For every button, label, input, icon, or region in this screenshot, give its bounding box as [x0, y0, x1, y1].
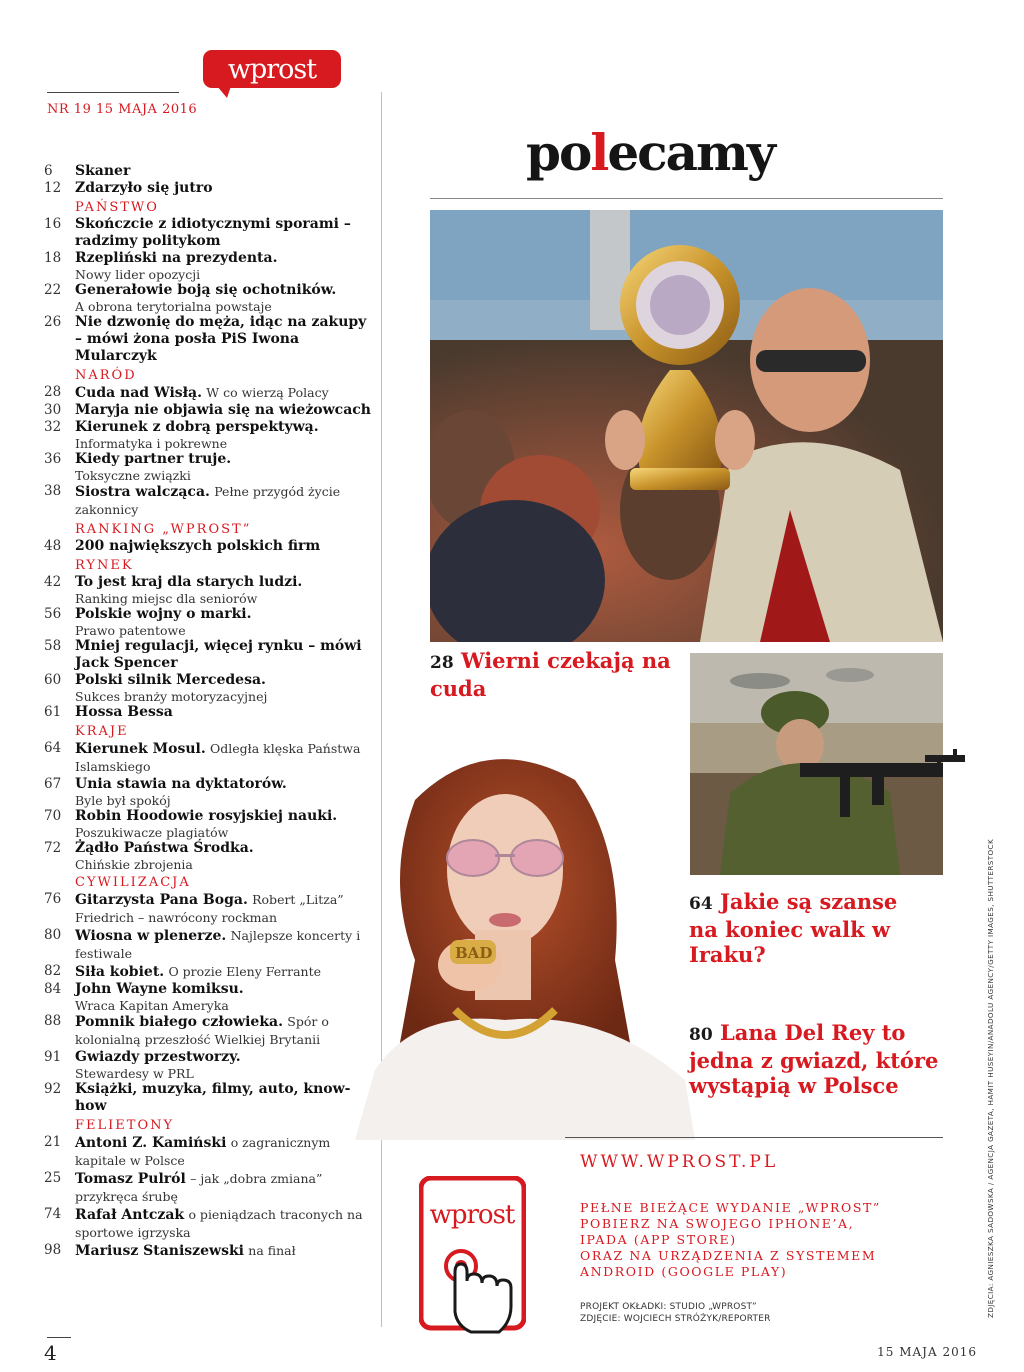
toc-entry-text — [75, 1170, 374, 1206]
toc-page-number: 92 — [44, 1081, 62, 1097]
svg-text:BAD: BAD — [455, 944, 493, 962]
toc-section-heading: FELIETONY — [75, 1118, 175, 1133]
toc-entry[interactable] — [44, 1134, 374, 1170]
logo-text: wprost — [227, 53, 317, 85]
toc-entry[interactable] — [44, 704, 374, 721]
svg-text:wprost: wprost — [429, 1200, 515, 1230]
toc-page-number: 72 — [44, 840, 62, 856]
toc-title: Kierunek Mosul. — [75, 741, 206, 757]
toc-title: Mniej regulacji, więcej rynku – mówi Jack Spencer — [75, 638, 362, 671]
toc-description: O prozie Eleny Ferrante — [168, 964, 321, 979]
toc-page-number: 76 — [44, 891, 62, 907]
toc-description: Odległa klęska Państwa Islamskiego — [75, 741, 361, 774]
toc-title: Nie dzwonię do męża, idąc na zakupy – mówi żona posła PiS Iwona Mularczyk — [75, 314, 367, 364]
cover-credits: PROJEKT OKŁADKI: STUDIO „WPROST” ZDJĘCIE: WOJCIECH STRÓŻYK/REPORTER — [580, 1302, 771, 1324]
toc-description: – jak „dobra zmiana” przykręca śrubę — [75, 1171, 323, 1204]
toc-page-number: 64 — [44, 740, 62, 756]
toc-description: Najlepsze koncerty i festiwale — [75, 928, 361, 961]
caption-64[interactable]: 64 Jakie są szanse na koniec walk w Iraku? — [689, 889, 898, 967]
soldier-illustration — [690, 653, 943, 875]
toc-section-heading: PAŃSTWO — [75, 200, 159, 215]
toc-section-heading: NARÓD — [75, 368, 137, 383]
toc-entry-text — [75, 840, 374, 872]
toc-description: Pełne przygód życie zakonnicy — [75, 484, 341, 517]
toc-description: Ranking miejsc dla seniorów — [75, 591, 258, 606]
toc-page-number: 6 — [44, 163, 53, 179]
toc-page-number: 48 — [44, 538, 62, 554]
toc-entry[interactable] — [44, 776, 374, 808]
toc-entry-text — [75, 402, 374, 419]
table-of-contents — [44, 163, 374, 1260]
toc-title: Unia stawia na dyktatorów. — [75, 776, 287, 792]
procession-illustration — [430, 210, 943, 642]
toc-title: Siostra walcząca. — [75, 484, 210, 500]
toc-entry[interactable] — [44, 891, 374, 927]
toc-entry-text — [75, 163, 374, 180]
toc-entry-text — [75, 451, 374, 483]
photo-credits: ZDJĘCIA: AGNIESZKA SADOWSKA / AGENCJA GAZETA, HAMIT HUSEYIN/ANADOLU AGENCY/GETTY IMAGES, SHUTTERSTOCK — [986, 838, 995, 1318]
toc-entry-text — [75, 704, 374, 721]
toc-page-number: 80 — [44, 927, 62, 943]
toc-entry[interactable] — [44, 740, 374, 776]
toc-title: Siła kobiet. — [75, 964, 165, 980]
toc-title: John Wayne komiksu. — [75, 981, 244, 997]
photo-procession[interactable] — [430, 210, 943, 642]
toc-entry[interactable] — [44, 314, 374, 365]
toc-description: A obrona terytorialna powstaje — [75, 299, 272, 314]
toc-entry[interactable] — [44, 574, 374, 606]
toc-entry-text — [75, 1049, 374, 1081]
toc-title: Gwiazdy przestworzy. — [75, 1049, 241, 1065]
toc-entry-text — [75, 672, 374, 704]
photo-soldier[interactable] — [690, 653, 943, 875]
toc-description: Prawo patentowe — [75, 623, 186, 638]
toc-entry[interactable] — [44, 1081, 374, 1115]
photo-lana-del-rey[interactable] — [355, 740, 695, 1140]
lana-illustration — [355, 740, 695, 1140]
toc-page-number: 91 — [44, 1049, 62, 1065]
toc-entry[interactable] — [44, 1242, 374, 1260]
toc-page-number: 88 — [44, 1013, 62, 1029]
toc-page-number: 84 — [44, 981, 62, 997]
toc-entry-text — [75, 927, 374, 963]
toc-title: Rzepliński na prezydenta. — [75, 250, 278, 266]
toc-entry[interactable] — [44, 927, 374, 963]
toc-description: Sukces branży motoryzacyjnej — [75, 689, 268, 704]
divider — [47, 92, 179, 93]
toc-entry-text — [75, 891, 374, 927]
toc-title: Skończcie z idiotycznymi sporami – radzimy politykom — [75, 216, 351, 249]
toc-entry-text — [75, 1206, 374, 1242]
toc-page-number: 42 — [44, 574, 62, 590]
toc-page-number: 32 — [44, 419, 62, 435]
issue-number: NR 19 15 MAJA 2016 — [47, 102, 198, 117]
toc-description: Nowy lider opozycji — [75, 267, 201, 282]
toc-title: Mariusz Staniszewski — [75, 1243, 244, 1259]
toc-page-number: 98 — [44, 1242, 62, 1258]
divider — [430, 198, 943, 199]
toc-title: Zdarzyło się jutro — [75, 180, 213, 196]
toc-section-heading: RYNEK — [75, 558, 134, 573]
toc-entry-text — [75, 1242, 374, 1260]
toc-page-number: 67 — [44, 776, 62, 792]
toc-title: Tomasz Pulról — [75, 1171, 186, 1187]
toc-title: Antoni Z. Kamiński — [75, 1135, 227, 1151]
wprost-logo[interactable] — [203, 50, 341, 88]
toc-entry[interactable] — [44, 163, 374, 180]
toc-description: Chińskie zbrojenia — [75, 857, 193, 872]
page-number: 4 — [44, 1341, 57, 1365]
toc-entry-text — [75, 740, 374, 776]
toc-entry[interactable] — [44, 638, 374, 672]
toc-page-number: 74 — [44, 1206, 62, 1222]
toc-entry[interactable] — [44, 538, 374, 555]
page-date: 15 MAJA 2016 — [877, 1345, 977, 1359]
toc-section-heading: CYWILIZACJA — [75, 875, 191, 890]
toc-description: Stewardesy w PRL — [75, 1066, 194, 1081]
toc-description: Toksyczne związki — [75, 468, 191, 483]
toc-description: Wraca Kapitan Ameryka — [75, 998, 229, 1013]
toc-section-heading: KRAJE — [75, 724, 129, 739]
toc-page-number: 82 — [44, 963, 62, 979]
toc-description: Informatyka i pokrewne — [75, 436, 228, 451]
toc-description: Byle był spokój — [75, 793, 171, 808]
toc-title: Kiedy partner truje. — [75, 451, 232, 467]
toc-entry-text — [75, 538, 374, 555]
divider — [47, 1337, 71, 1338]
toc-title: Kierunek z dobrą perspektywą. — [75, 419, 319, 435]
toc-title: Pomnik białego człowieka. — [75, 1014, 283, 1030]
toc-section-heading: RANKING „WPROST” — [75, 522, 252, 537]
toc-page-number: 38 — [44, 483, 62, 499]
toc-title: Żądło Państwa Środka. — [75, 840, 254, 856]
divider — [565, 1137, 943, 1138]
website-link[interactable]: WWW.WPROST.PL — [580, 1152, 779, 1172]
toc-description: W co wierzą Polacy — [206, 385, 329, 400]
toc-page-number: 36 — [44, 451, 62, 467]
toc-description: Robert „Litza” Friedrich – nawrócony rockman — [75, 892, 344, 925]
toc-entry-text — [75, 180, 374, 197]
toc-entry[interactable] — [44, 402, 374, 419]
toc-title: Książki, muzyka, filmy, auto, know-how — [75, 1081, 351, 1114]
toc-entry-text — [75, 282, 374, 314]
toc-description: na finał — [248, 1243, 296, 1258]
caption-28[interactable]: 28 Wierni czekają na cuda — [430, 648, 671, 701]
toc-entry-text — [75, 808, 374, 840]
toc-description: Spór o kolonialną przeszłość Wielkiej Brytanii — [75, 1014, 329, 1047]
toc-entry-text — [75, 419, 374, 451]
toc-entry[interactable] — [44, 1206, 374, 1242]
toc-entry[interactable] — [44, 606, 374, 638]
toc-entry[interactable] — [44, 384, 374, 402]
toc-entry-text — [75, 250, 374, 282]
toc-title: Polskie wojny o marki. — [75, 606, 252, 622]
toc-entry[interactable] — [44, 981, 374, 1013]
toc-entry[interactable] — [44, 180, 374, 197]
toc-entry[interactable] — [44, 216, 374, 250]
toc-title: To jest kraj dla starych ludzi. — [75, 574, 303, 590]
section-title-polecamy: polecamy — [526, 123, 774, 182]
app-promo-text: PEŁNE BIEŻĄCE WYDANIE „WPROST” POBIERZ NA SWOJEGO IPHONE’A, IPADA (APP STORE) ORAZ NA URZĄDZENIA Z SYSTEMEM ANDROID (GOOGLE PLAY) — [580, 1200, 881, 1279]
toc-entry-text — [75, 1013, 374, 1049]
toc-title: Generałowie boją się ochotników. — [75, 282, 337, 298]
toc-title: Rafał Antczak — [75, 1207, 185, 1223]
toc-title: Cuda nad Wisłą. — [75, 385, 202, 401]
toc-description: o pieniądzach traconych na sportowe igrzyska — [75, 1207, 363, 1240]
toc-entry[interactable] — [44, 840, 374, 872]
toc-title: Robin Hoodowie rosyjskiej nauki. — [75, 808, 338, 824]
toc-entry-text — [75, 314, 374, 365]
toc-title: Skaner — [75, 163, 131, 179]
toc-entry-text — [75, 776, 374, 808]
toc-title: Wiosna w plenerze. — [75, 928, 227, 944]
toc-entry-text — [75, 638, 374, 672]
toc-entry-text — [75, 483, 374, 519]
toc-title: 200 największych polskich firm — [75, 538, 321, 554]
toc-entry[interactable] — [44, 419, 374, 451]
toc-entry-text — [75, 963, 374, 981]
toc-page-number: 28 — [44, 384, 62, 400]
toc-title: Hossa Bessa — [75, 704, 173, 720]
toc-page-number: 21 — [44, 1134, 62, 1150]
toc-entry-text — [75, 1081, 374, 1115]
toc-entry[interactable] — [44, 1170, 374, 1206]
toc-entry[interactable] — [44, 808, 374, 840]
toc-entry-text — [75, 1134, 374, 1170]
toc-page-number: 25 — [44, 1170, 62, 1186]
toc-title: Gitarzysta Pana Boga. — [75, 892, 248, 908]
toc-entry[interactable] — [44, 1013, 374, 1049]
toc-description: Poszukiwacze plagiatów — [75, 825, 229, 840]
toc-page-number: 22 — [44, 282, 62, 298]
toc-entry[interactable] — [44, 451, 374, 483]
toc-page-number: 26 — [44, 314, 62, 330]
toc-title: Polski silnik Mercedesa. — [75, 672, 266, 688]
toc-page-number: 12 — [44, 180, 62, 196]
toc-page-number: 58 — [44, 638, 62, 654]
toc-page-number: 61 — [44, 704, 62, 720]
toc-entry[interactable] — [44, 1049, 374, 1081]
toc-page-number: 60 — [44, 672, 62, 688]
column-divider — [381, 92, 382, 1327]
toc-entry-text — [75, 981, 374, 1013]
toc-entry[interactable] — [44, 672, 374, 704]
toc-entry-text — [75, 384, 374, 402]
app-promo-icon[interactable] — [419, 1176, 526, 1338]
toc-page-number: 70 — [44, 808, 62, 824]
rifle-barrel-illustration — [925, 745, 965, 780]
toc-entry-text — [75, 606, 374, 638]
toc-page-number: 18 — [44, 250, 62, 266]
toc-entry[interactable] — [44, 282, 374, 314]
caption-80[interactable]: 80 Lana Del Rey to jedna z gwiazd, które wystąpią w Polsce — [689, 1020, 939, 1098]
toc-entry[interactable] — [44, 250, 374, 282]
toc-page-number: 16 — [44, 216, 62, 232]
toc-title: Maryja nie objawia się na wieżowcach — [75, 402, 371, 418]
toc-entry[interactable] — [44, 963, 374, 981]
toc-page-number: 30 — [44, 402, 62, 418]
toc-page-number: 56 — [44, 606, 62, 622]
toc-entry-text — [75, 216, 374, 250]
toc-description: o zagranicznym kapitale w Polsce — [75, 1135, 331, 1168]
toc-entry[interactable] — [44, 483, 374, 519]
toc-entry-text — [75, 574, 374, 606]
tablet-hand-icon — [419, 1176, 526, 1338]
